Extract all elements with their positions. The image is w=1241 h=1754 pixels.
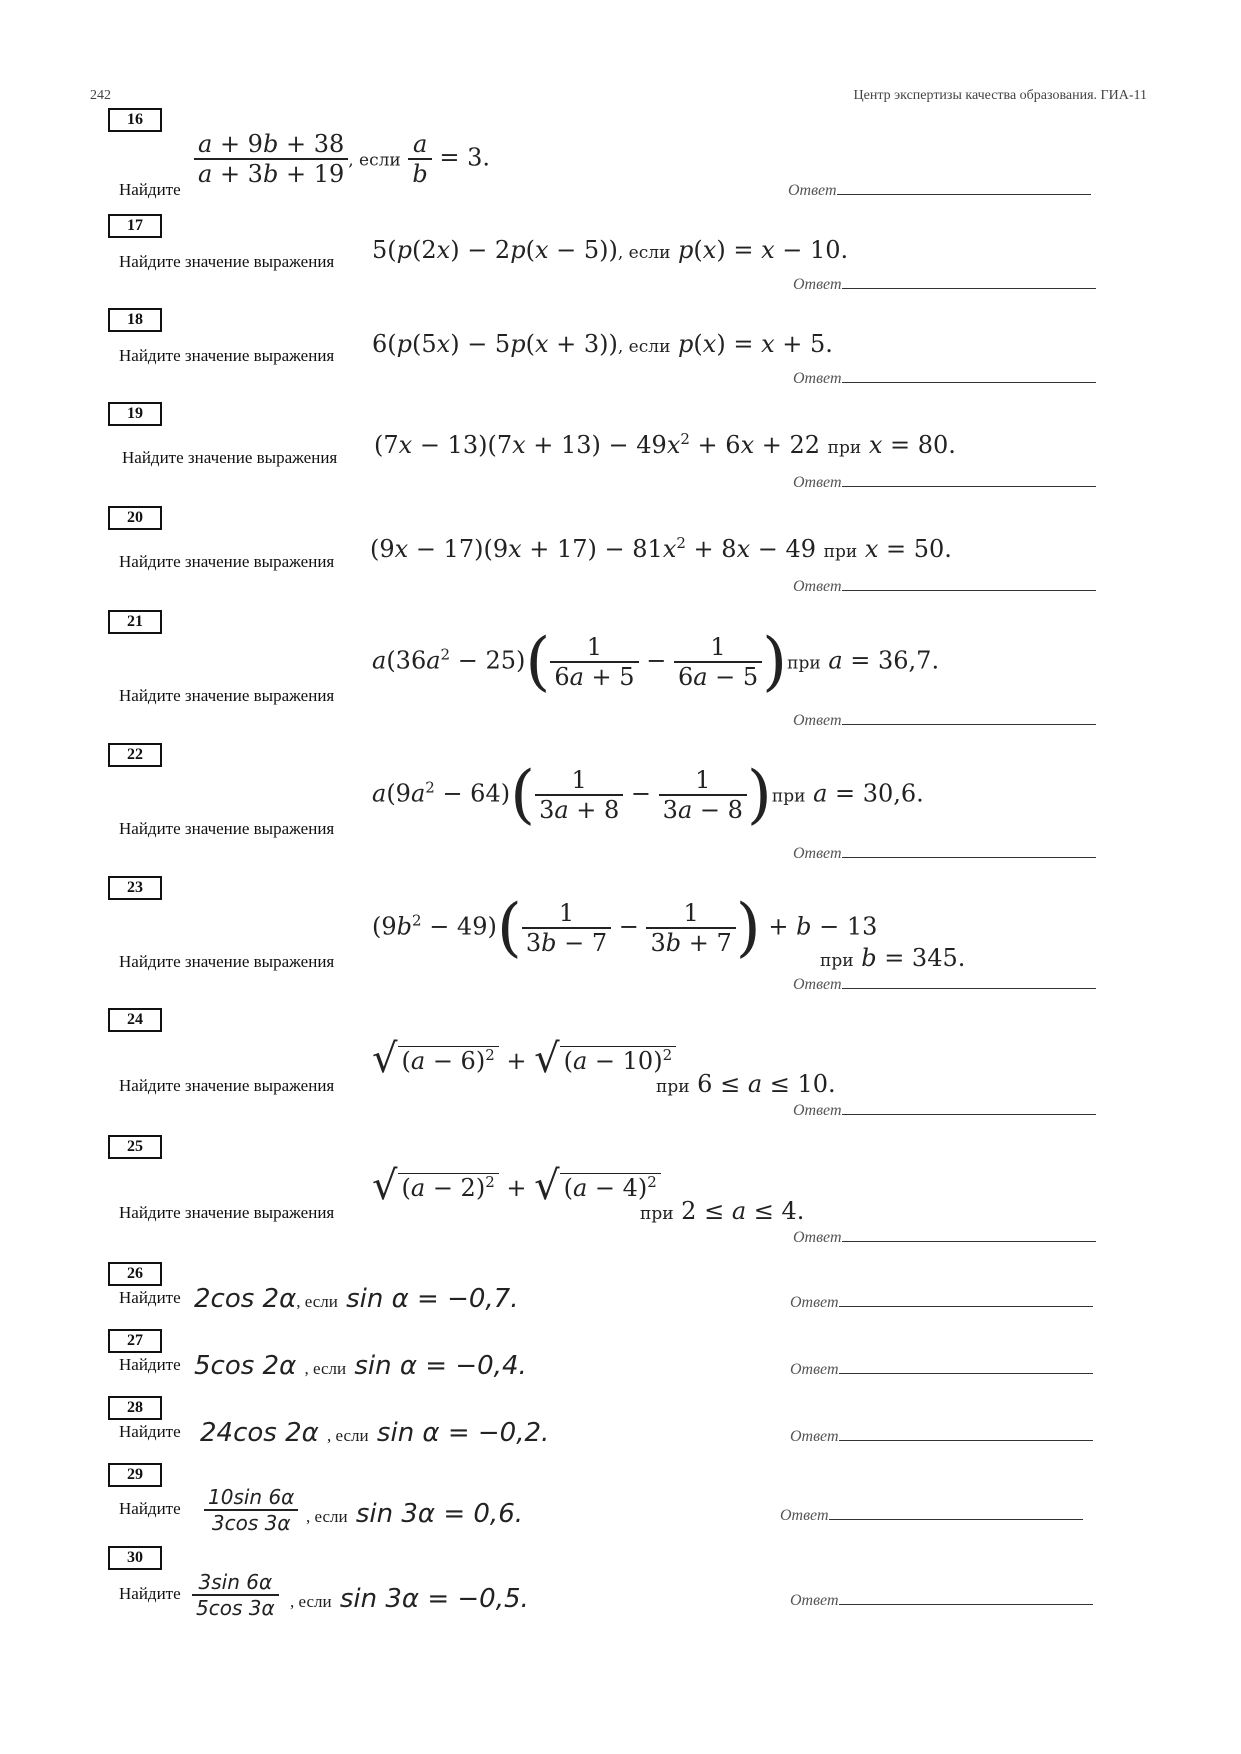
math-condition: , если sin 3α = 0,6. (306, 1499, 523, 1529)
at-label: при (640, 1204, 674, 1224)
if-label: , если (327, 1426, 369, 1445)
answer-field[interactable]: Ответ (780, 1505, 1083, 1525)
if-label: , если (304, 1359, 347, 1378)
answer-field[interactable]: Ответ (788, 180, 1091, 200)
if-label: , если (348, 150, 401, 171)
task-number: 27 (108, 1329, 162, 1353)
page-number: 242 (90, 88, 111, 103)
answer-field[interactable]: Ответ (793, 368, 1096, 388)
task-number: 17 (108, 214, 162, 238)
find-label: Найдите (119, 1584, 181, 1603)
page-header-title: Центр экспертизы качества образования. ГИА-11 (853, 88, 1147, 103)
answer-field[interactable]: Ответ (793, 710, 1096, 730)
math-condition: при b = 345. (820, 944, 966, 972)
find-value-label: Найдите значение выражения (119, 252, 335, 271)
task-number: 18 (108, 308, 162, 332)
find-value-label: Найдите значение выражения (119, 1076, 335, 1095)
answer-field[interactable]: Ответ (790, 1590, 1093, 1610)
answer-field[interactable]: Ответ (793, 1227, 1096, 1247)
find-value-label: Найдите значение выражения (119, 952, 335, 971)
answer-field[interactable]: Ответ (793, 576, 1096, 596)
task-number: 30 (108, 1546, 162, 1570)
if-label: , если (296, 1292, 338, 1311)
task-number: 16 (108, 108, 162, 132)
answer-field[interactable]: Ответ (793, 974, 1096, 994)
math-expression: $(7x - 13)(7x + 13) - 49x^2 + 6x + 22$ при x = 80. (374, 430, 956, 459)
task-number: 19 (108, 402, 162, 426)
task-number: 20 (108, 506, 162, 530)
task-number: 22 (108, 743, 162, 767)
task-number: 21 (108, 610, 162, 634)
find-label: Найдите (119, 1499, 181, 1518)
find-value-label: Найдите значение выражения (122, 448, 338, 467)
at-label: при (787, 653, 821, 674)
math-expression: $\frac{a + 9b + 38}{a + 3b + 19}$ , если $\frac{a}{b}$ = 3. (194, 130, 490, 188)
math-condition: , если sin 3α = −0,5. (290, 1584, 529, 1614)
math-expression: $\frac{3\sin 6\alpha}{5\cos 3\alpha}$ (192, 1570, 279, 1620)
find-value-label: Найдите значение выражения (119, 686, 335, 705)
find-value-label: Найдите значение выражения (119, 819, 335, 838)
if-label: , если (617, 243, 671, 263)
task-number: 26 (108, 1262, 162, 1286)
find-value-label: Найдите значение выражения (119, 1203, 335, 1222)
answer-field[interactable]: Ответ (793, 472, 1096, 492)
if-label: , если (617, 337, 671, 357)
find-label: Найдите (119, 1355, 181, 1374)
task-number: 29 (108, 1463, 162, 1487)
math-expression: $\frac{10\sin 6\alpha}{3\cos 3\alpha}$ (204, 1485, 298, 1535)
math-condition: при 6 ≤ a ≤ 10. (656, 1070, 836, 1098)
if-label: , если (290, 1592, 332, 1611)
task-number: 24 (108, 1008, 162, 1032)
math-expression: $a(36a^2 - 25)$( $\frac{1}{6a + 5}$ − $\frac{1}{6a - 5}$ )при a = 36,7. (372, 625, 940, 699)
at-label: при (823, 542, 858, 562)
at-label: при (820, 951, 854, 971)
answer-field[interactable]: Ответ (793, 843, 1096, 863)
math-expression: 5(p(2x) − 2p(x − 5)), если p(x) = x − 10. (372, 236, 849, 264)
at-label: при (656, 1077, 690, 1097)
task-number: 28 (108, 1396, 162, 1420)
at-label: при (827, 438, 862, 458)
find-label: Найдите (119, 180, 181, 199)
if-label: , если (306, 1507, 348, 1526)
math-expression: 2cos 2α, если sin α = −0,7. (194, 1284, 519, 1314)
at-label: при (771, 786, 806, 807)
find-label: Найдите (119, 1422, 181, 1441)
math-expression: √ $(a - 2)^2$ + √ $(a - 4)^2$ (372, 1163, 661, 1209)
math-expression: 6(p(5x) − 5p(x + 3)), если p(x) = x + 5. (372, 330, 833, 358)
answer-field[interactable]: Ответ (793, 274, 1096, 294)
math-expression: √ $(a - 6)^2$ + √ $(a - 10)^2$ (372, 1036, 676, 1082)
task-number: 25 (108, 1135, 162, 1159)
math-expression: $a(9a^2 - 64)$( $\frac{1}{3a + 8}$ − $\frac{1}{3a - 8}$ )при a = 30,6. (372, 758, 924, 832)
answer-field[interactable]: Ответ (790, 1359, 1093, 1379)
math-condition: при 2 ≤ a ≤ 4. (640, 1197, 805, 1225)
math-expression: $(9b^2 - 49)$( $\frac{1}{3b - 7}$ − $\frac{1}{3b + 7}$ ) + b − 13 (372, 891, 878, 965)
math-expression: 5cos 2α , если sin α = −0,4. (194, 1351, 527, 1381)
find-value-label: Найдите значение выражения (119, 552, 335, 571)
task-number: 23 (108, 876, 162, 900)
math-expression: $(9x - 17)(9x + 17) - 81x^2 + 8x - 49$ при x = 50. (370, 534, 952, 563)
math-expression: 24cos 2α , если sin α = −0,2. (200, 1418, 550, 1448)
find-value-label: Найдите значение выражения (119, 346, 335, 365)
answer-field[interactable]: Ответ (790, 1426, 1093, 1446)
answer-field[interactable]: Ответ (790, 1292, 1093, 1312)
find-label: Найдите (119, 1288, 181, 1307)
answer-field[interactable]: Ответ (793, 1100, 1096, 1120)
